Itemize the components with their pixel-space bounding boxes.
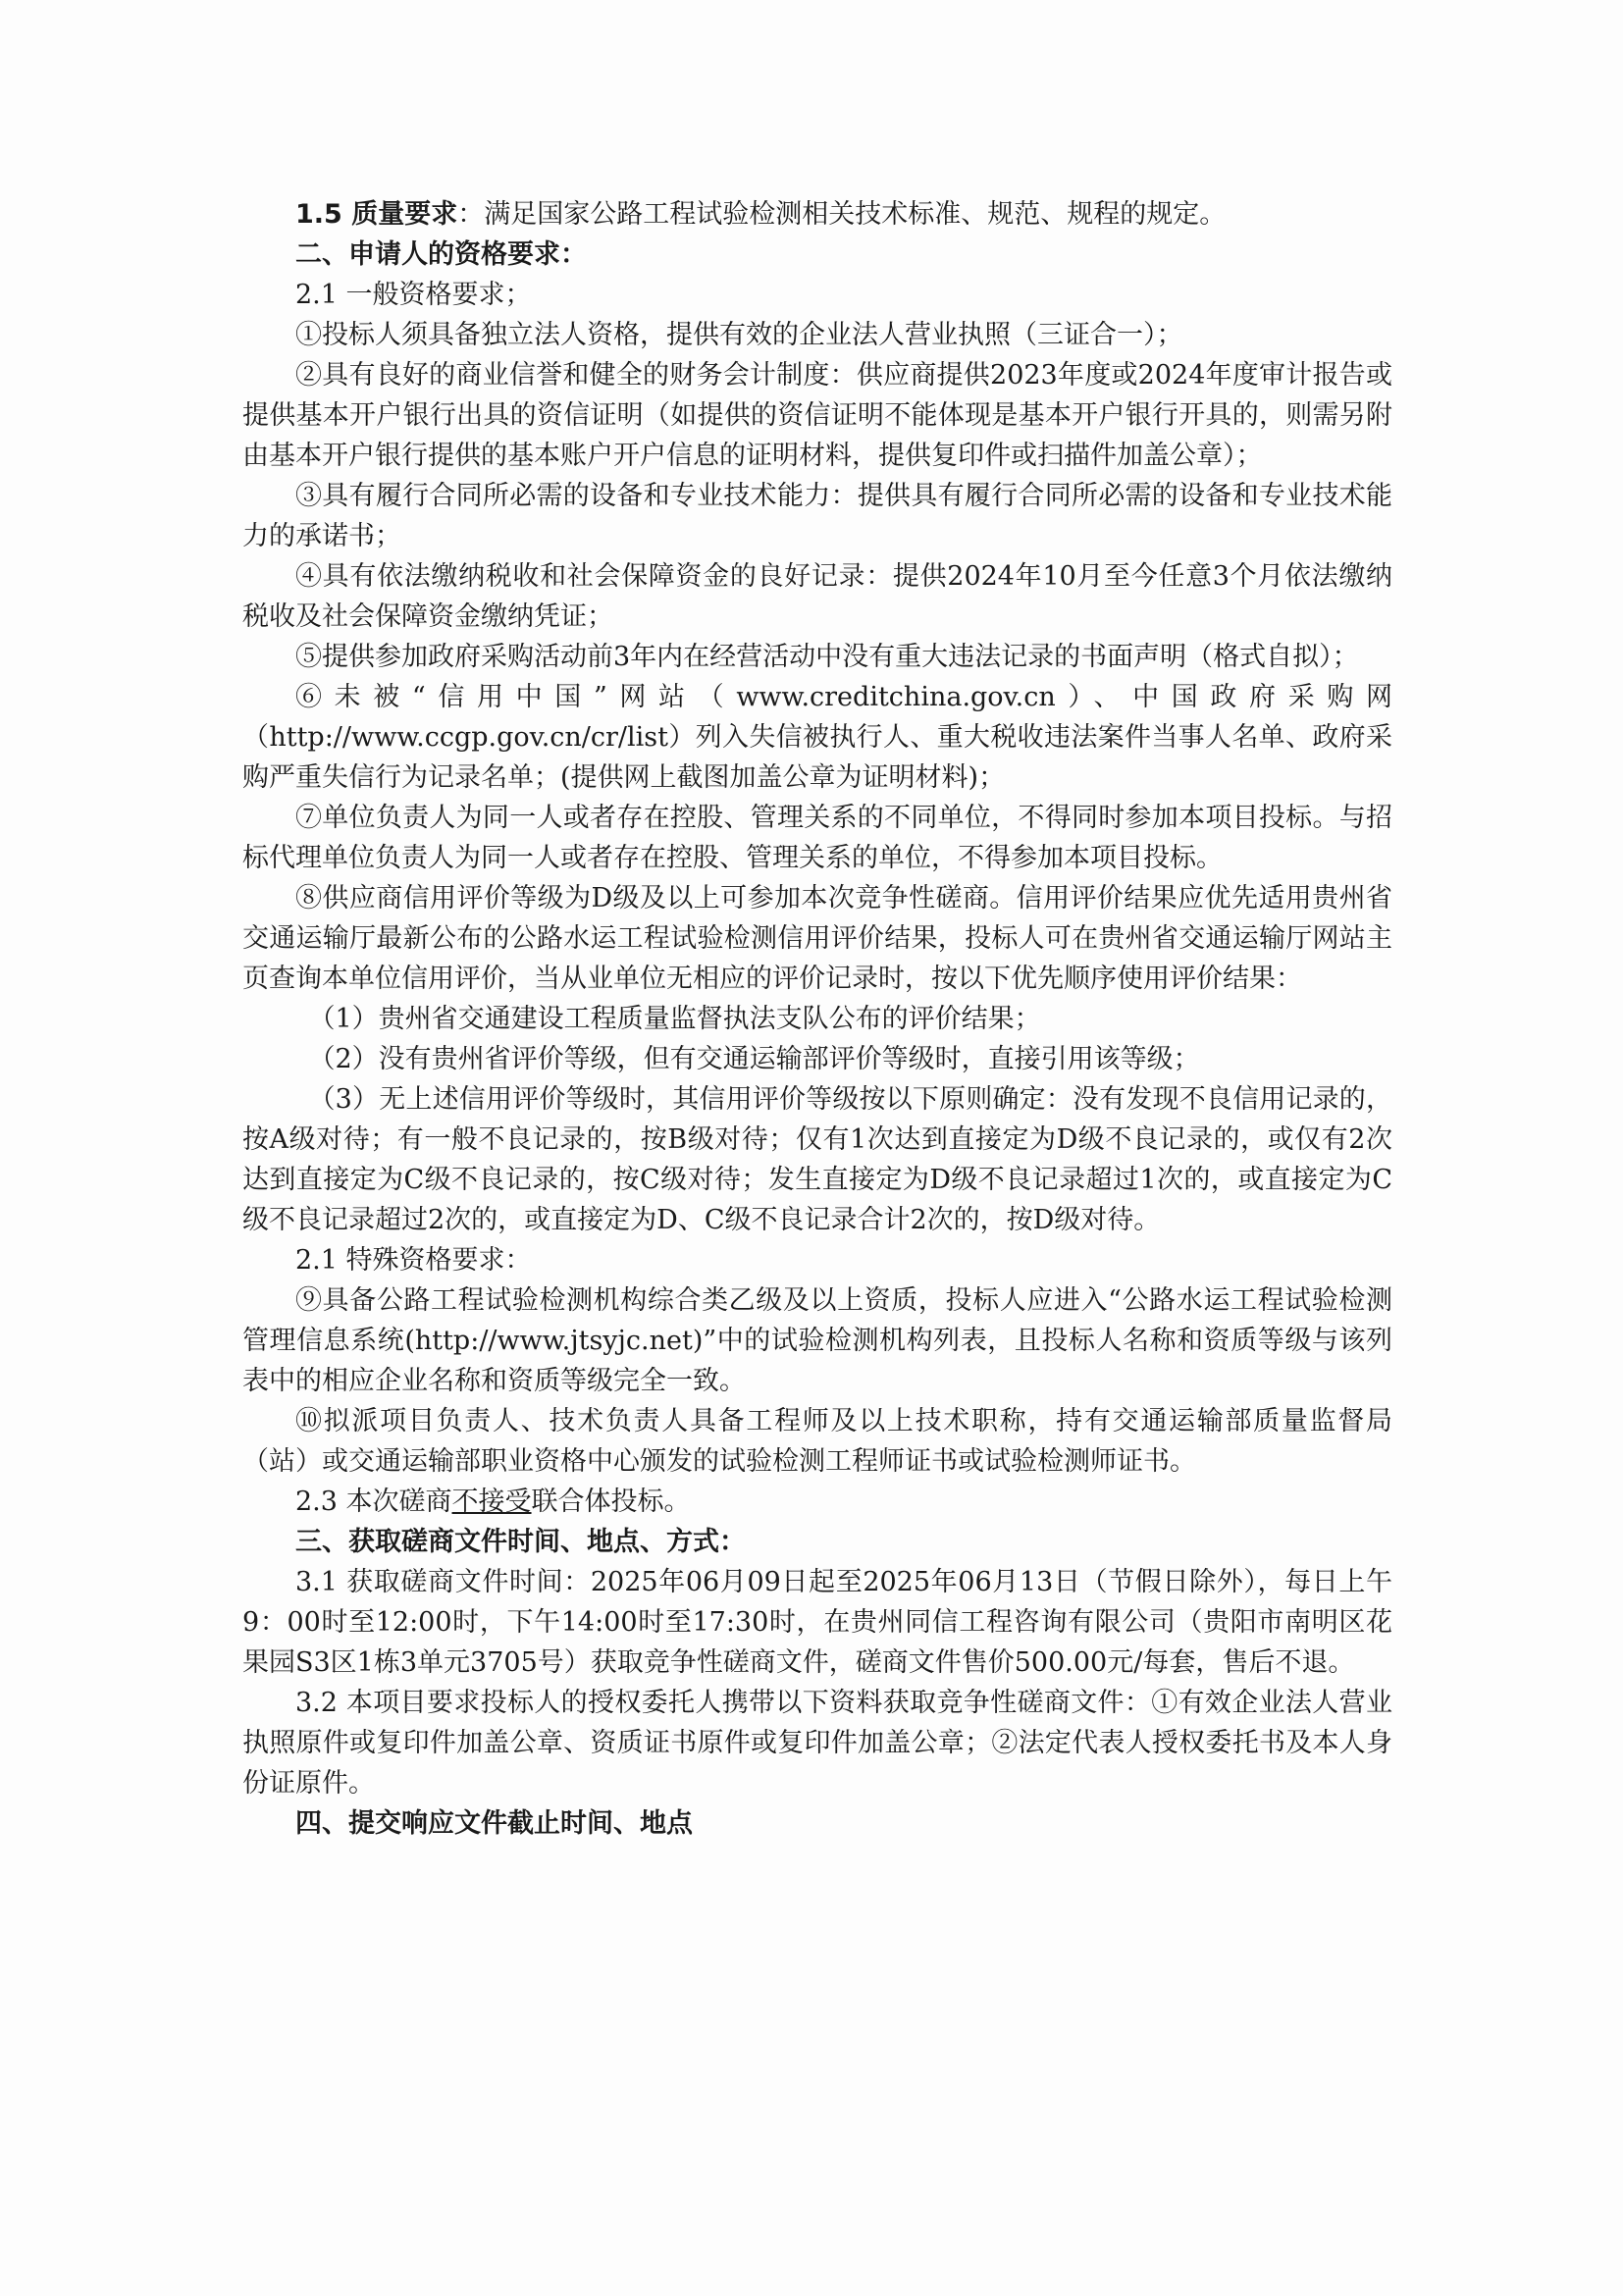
requirement-6: ⑥未被“信用中国”网站（www.creditchina.gov.cn）、中国政府采购网（http://www.ccgp.gov.cn/cr/list）列入失信被执行人、重大税收违法案件当事人名单、政府采购严重失信行为记录名单；(提供网上截图加盖公章为证明材料)； [242,682,1392,793]
requirement-2: ②具有良好的商业信誉和健全的财务会计制度：供应商提供2023年度或2024年度审计报告或提供基本开户银行出具的资信证明（如提供的资信证明不能体现是基本开户银行开具的，则需另附由基本开户银行提供的基本账户开户信息的证明材料，提供复印件或扫描件加盖公章）； [242,360,1392,471]
document-body [242,194,1392,1844]
section-3-heading: 三、获取磋商文件时间、地点、方式： [295,1527,746,1557]
requirement-7: ⑦单位负责人为同一人或者存在控股、管理关系的不同单位，不得同时参加本项目投标。与招标代理单位负责人为同一人或者存在控股、管理关系的单位，不得参加本项目投标。 [242,803,1392,873]
credit-rule-2: （2）没有贵州省评价等级，但有交通运输部评价等级时，直接引用该等级； [308,1044,1200,1074]
requirement-5: ⑤提供参加政府采购活动前3年内在经营活动中没有重大违法记录的书面声明（格式自拟）； [295,642,1359,672]
consortium-text-a: 2.3 本次磋商 [295,1487,452,1517]
acquisition-time: 3.1 获取磋商文件时间：2025年06月09日起至2025年06月13日（节假日除外），每日上午9：00时至12:00时，下午14:00时至17:30时，在贵州同信工程咨询有限公司（贵阳市南明区花果园S3区1栋3单元3705号）获取竞争性磋商文件，磋商文件售价500.00元/每套，售后不退。 [242,1567,1392,1678]
special-requirements-title: 2.1 特殊资格要求： [295,1245,532,1276]
consortium-not-accepted: 不接受 [451,1487,532,1517]
requirement-8: ⑧供应商信用评价等级为D级及以上可参加本次竞争性磋商。信用评价结果应优先适用贵州省交通运输厅最新公布的公路水运工程试验检测信用评价结果，投标人可在贵州省交通运输厅网站主页查询本单位信用评价，当从业单位无相应的评价记录时，按以下优先顺序使用评价结果： [242,883,1392,994]
section-4-heading: 四、提交响应文件截止时间、地点 [295,1808,693,1839]
requirement-10: ⑩拟派项目负责人、技术负责人具备工程师及以上技术职称，持有交通运输部质量监督局（站）或交通运输部职业资格中心颁发的试验检测工程师证书或试验检测师证书。 [242,1406,1392,1477]
credit-rule-3: （3）无上述信用评价等级时，其信用评价等级按以下原则确定：没有发现不良信用记录的，按A级对待；有一般不良记录的，按B级对待；仅有1次达到直接定为D级不良记录的，或仅有2次达到直接定为C级不良记录的，按C级对待；发生直接定为D级不良记录超过1次的，或直接定为C级不良记录超过2次的，或直接定为D、C级不良记录合计2次的，按D级对待。 [242,1084,1392,1235]
requirement-9: ⑨具备公路工程试验检测机构综合类乙级及以上资质，投标人应进入“公路水运工程试验检测管理信息系统(http://www.jtsyjc.net)”中的试验检测机构列表，且投标人名称和资质等级与该列表中的相应企业名称和资质等级完全一致。 [242,1285,1392,1396]
general-requirements-title: 2.1 一般资格要求； [295,280,532,310]
consortium-clause [242,1482,1392,1522]
quality-label: 1.5 质量要求 [295,199,458,230]
consortium-text-b: 联合体投标。 [531,1487,691,1517]
section-2-heading: 二、申请人的资格要求： [295,239,587,270]
requirement-1: ①投标人须具备独立法人资格，提供有效的企业法人营业执照（三证合一）； [295,320,1183,350]
credit-rule-1: （1）贵州省交通建设工程质量监督执法支队公布的评价结果； [308,1004,1041,1034]
requirement-3: ③具有履行合同所必需的设备和专业技术能力：提供具有履行合同所必需的设备和专业技术能力的承诺书； [242,481,1392,551]
quality-requirement [242,194,1392,235]
quality-text: ：满足国家公路工程试验检测相关技术标准、规范、规程的规定。 [457,199,1227,230]
acquisition-materials: 3.2 本项目要求投标人的授权委托人携带以下资料获取竞争性磋商文件：①有效企业法人营业执照原件或复印件加盖公章、资质证书原件或复印件加盖公章；②法定代表人授权委托书及本人身份证原件。 [242,1688,1392,1799]
requirement-4: ④具有依法缴纳税收和社会保障资金的良好记录：提供2024年10月至今任意3个月依法缴纳税收及社会保障资金缴纳凭证； [242,561,1392,632]
